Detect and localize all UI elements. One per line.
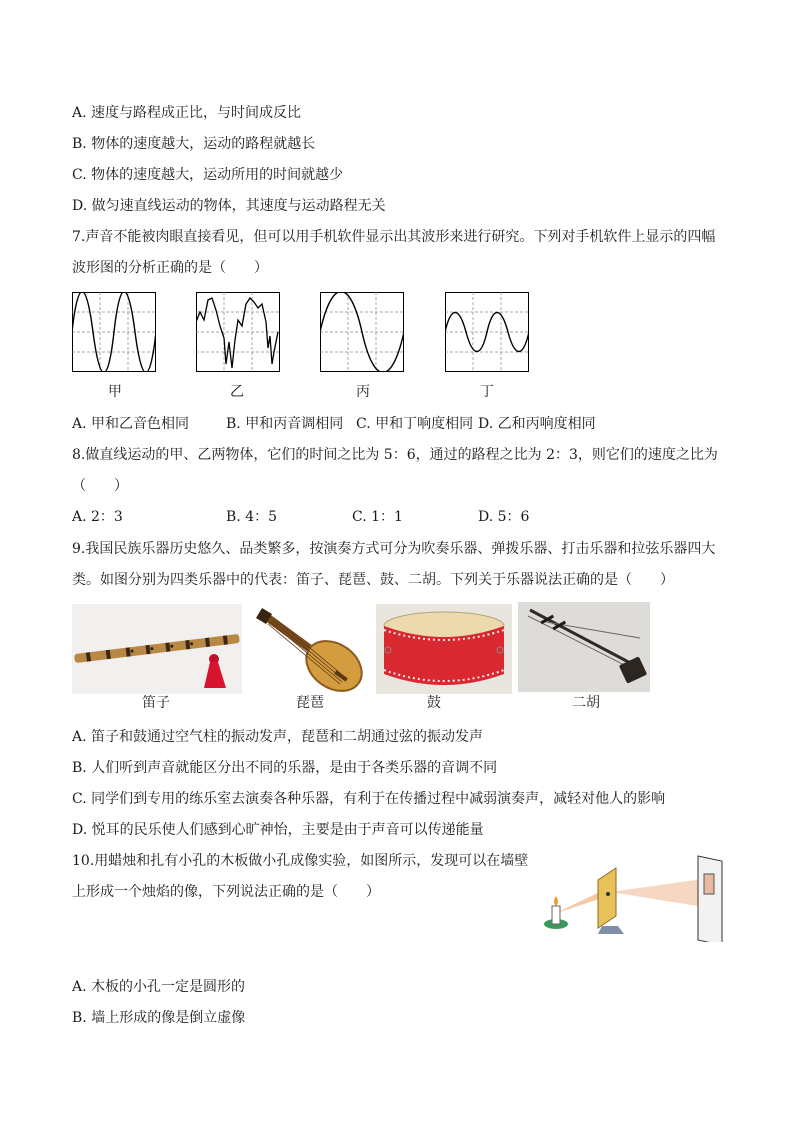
q7-option-b: B. 甲和丙音调相同 [226,416,344,432]
q7-option-a: A. 甲和乙音色相同 [72,416,190,432]
q8-stem-line1: 8.做直线运动的甲、乙两物体，它们的时间之比为 5：6，通过的路程之比为 2：3，则它们的速度之比为 [72,447,718,463]
waveform-ding [445,292,529,372]
q6-option-b: B. 物体的速度越大，运动的路程就越长 [72,136,316,152]
erhu-image [518,602,650,692]
instrument-caption-flute: 笛子 [142,695,170,711]
q7-stem-line1: 7.声音不能被肉眼直接看见，但可以用手机软件显示出其波形来进行研究。下列对手机软件上显示的四幅 [72,229,716,245]
waveform-yi [196,292,280,372]
q8-option-b: B. 4：5 [226,509,278,525]
q10-stem-line2: 上形成一个烛焰的像，下列说法正确的是（ ） [72,884,380,900]
q9-option-b: B. 人们听到声音就能区分出不同的乐器，是由于各类乐器的音调不同 [72,760,498,776]
q8-stem-line2: （ ） [72,478,128,494]
waveform-caption-jia: 甲 [108,384,122,400]
waveform-jia [72,292,156,372]
flute-image [72,604,242,694]
waveform-caption-bing: 丙 [356,384,370,400]
instrument-caption-pipa: 琵琶 [296,695,324,711]
pinhole-imaging-diagram [542,850,726,942]
q9-option-d: D. 悦耳的民乐使人们感到心旷神怡，主要是由于声音可以传递能量 [72,822,484,838]
q9-option-c: C. 同学们到专用的练乐室去演奏各种乐器，有利于在传播过程中减弱演奏声，减轻对他人的影响 [72,791,666,807]
q8-option-a: A. 2：3 [72,509,123,525]
q6-option-c: C. 物体的速度越大，运动所用的时间就越少 [72,167,344,183]
waveform-caption-ding: 丁 [480,384,494,400]
q10-option-a: A. 木板的小孔一定是圆形的 [72,979,246,995]
q6-option-a: A. 速度与路程成正比，与时间成反比 [72,105,302,121]
q10-option-b: B. 墙上形成的像是倒立虚像 [72,1010,246,1026]
q6-option-d: D. 做匀速直线运动的物体，其速度与运动路程无关 [72,198,386,214]
instrument-caption-erhu: 二胡 [572,695,600,711]
drum-image [376,604,512,694]
instrument-caption-drum: 鼓 [427,695,441,711]
q7-option-c: C. 甲和丁响度相同 [356,416,474,432]
waveform-caption-yi: 乙 [230,384,244,400]
q9-stem-line1: 9.我国民族乐器历史悠久、品类繁多，按演奏方式可分为吹奏乐器、弹拨乐器、打击乐器和拉弦乐器四大 [72,541,716,557]
waveform-bing [320,292,404,372]
q10-stem-line1: 10.用蜡烛和扎有小孔的木板做小孔成像实验，如图所示，发现可以在墙壁 [72,853,529,869]
q7-option-d: D. 乙和丙响度相同 [478,416,596,432]
q7-stem-line2: 波形图的分析正确的是（ ） [72,260,268,276]
q9-option-a: A. 笛子和鼓通过空气柱的振动发声，琵琶和二胡通过弦的振动发声 [72,729,484,745]
pipa-image [246,604,372,694]
q8-option-d: D. 5：6 [478,509,530,525]
q9-stem-line2: 类。如图分别为四类乐器中的代表：笛子、琵琶、鼓、二胡。下列关于乐器说法正确的是（ ） [72,572,674,588]
q8-option-c: C. 1：1 [352,509,403,525]
